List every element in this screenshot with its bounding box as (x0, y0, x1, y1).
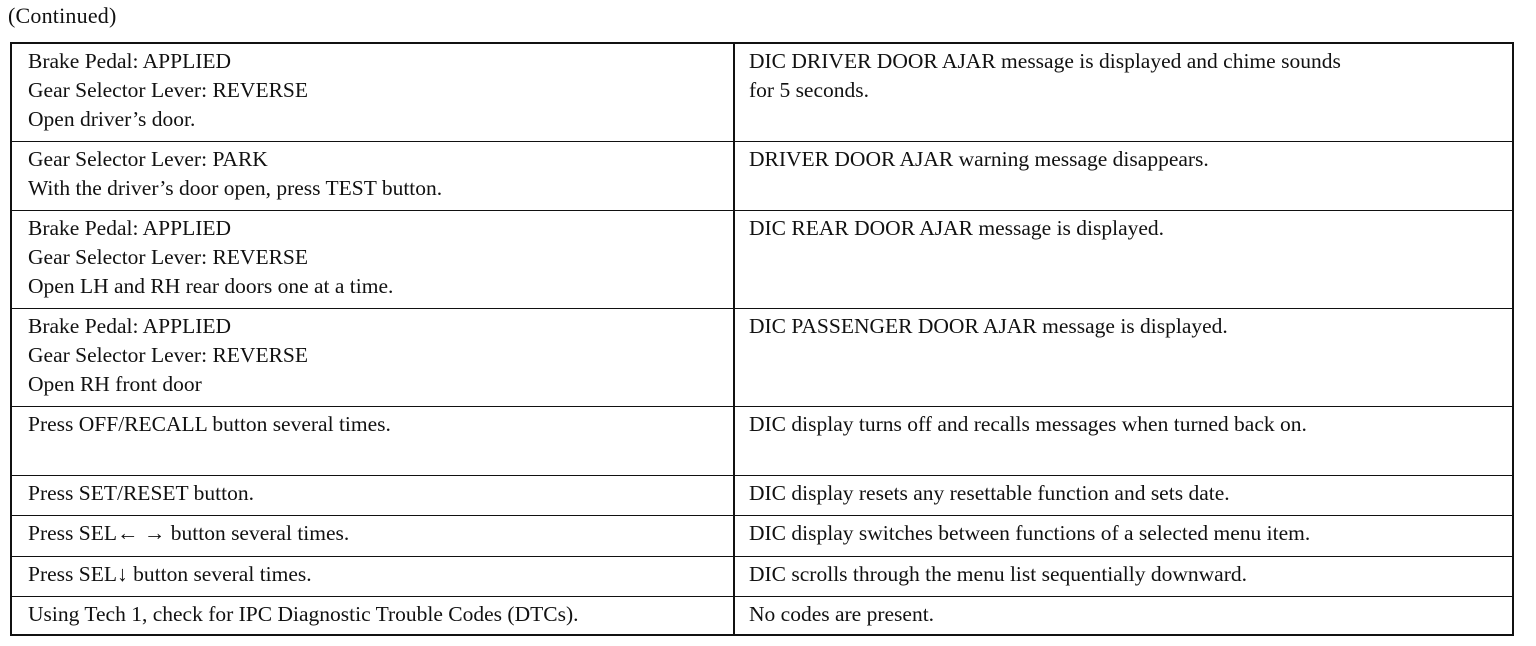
result-line: DIC DRIVER DOOR AJAR message is displayed and chime sounds (749, 49, 1341, 73)
result-cell (734, 596, 1513, 635)
action-line: Press SEL← → button several times. (28, 520, 350, 545)
action-cell (11, 43, 734, 141)
result-line: DIC PASSENGER DOOR AJAR message is displayed. (749, 313, 1228, 338)
action-line: Press SEL↓ button several times. (28, 561, 312, 586)
table-row (11, 556, 1513, 596)
action-line: Open LH and RH rear doors one at a time. (28, 273, 394, 298)
table-row (11, 406, 1513, 475)
action-cell (11, 406, 734, 475)
action-line: Using Tech 1, check for IPC Diagnostic Trouble Codes (DTCs). (28, 601, 579, 626)
result-cell (734, 210, 1513, 308)
table-row (11, 515, 1513, 556)
test-procedure-table (10, 42, 1514, 636)
result-line: DIC display switches between functions of a selected menu item. (749, 520, 1311, 545)
action-cell (11, 141, 734, 210)
result-line: DIC scrolls through the menu list sequentially downward. (749, 561, 1248, 586)
action-cell (11, 308, 734, 406)
result-line: DIC display resets any resettable function and sets date. (749, 480, 1230, 505)
continued-heading: (Continued) (8, 3, 117, 28)
result-line: DIC display turns off and recalls messages when turned back on. (749, 411, 1307, 436)
action-line: Brake Pedal: APPLIED (28, 313, 232, 338)
table-row (11, 210, 1513, 308)
result-cell (734, 308, 1513, 406)
result-cell (734, 556, 1513, 596)
result-cell (734, 475, 1513, 515)
table-row (11, 475, 1513, 515)
result-cell (734, 406, 1513, 475)
action-line: Gear Selector Lever: PARK (28, 146, 268, 171)
result-line: for 5 seconds. (749, 78, 870, 102)
table-row (11, 596, 1513, 635)
table-row (11, 308, 1513, 406)
action-line: Gear Selector Lever: REVERSE (28, 78, 309, 102)
action-line: Open driver’s door. (28, 107, 196, 131)
table-row (11, 43, 1513, 141)
result-cell (734, 141, 1513, 210)
action-line: Open RH front door (28, 371, 202, 396)
action-line: Brake Pedal: APPLIED (28, 215, 232, 240)
result-cell (734, 515, 1513, 556)
result-line: DIC REAR DOOR AJAR message is displayed. (749, 215, 1165, 240)
action-line: Gear Selector Lever: REVERSE (28, 342, 309, 367)
action-line: Press OFF/RECALL button several times. (28, 411, 391, 436)
result-line: No codes are present. (749, 601, 935, 626)
action-line: With the driver’s door open, press TEST button. (28, 175, 443, 200)
table-row (11, 141, 1513, 210)
action-line: Gear Selector Lever: REVERSE (28, 244, 309, 269)
result-cell (734, 43, 1513, 141)
action-cell (11, 556, 734, 596)
action-cell (11, 596, 734, 635)
action-line: Press SET/RESET button. (28, 480, 254, 505)
action-line: Brake Pedal: APPLIED (28, 49, 232, 73)
action-cell (11, 475, 734, 515)
action-cell (11, 515, 734, 556)
result-line: DRIVER DOOR AJAR warning message disappears. (749, 146, 1209, 171)
action-cell (11, 210, 734, 308)
